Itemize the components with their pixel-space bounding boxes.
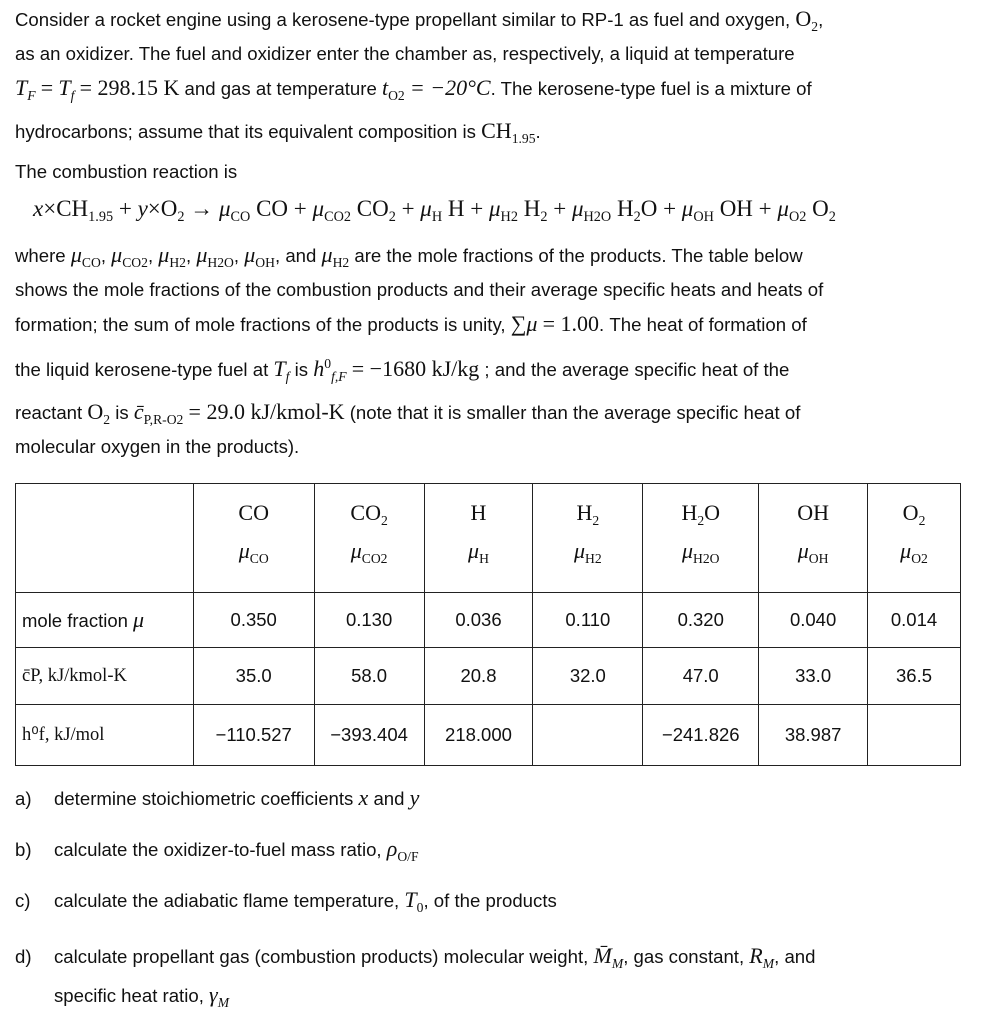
intro-line-3: hydrocarbons; assume that its equivalent composition is [15,121,476,142]
question-a-text: determine stoichiometric coefficients [54,788,354,809]
reaction-line-6: molecular oxygen in the products). [15,436,300,457]
table-cell [533,705,643,766]
products-table [15,483,961,766]
reaction-paragraph: where $\mu_{CO}$, $\mu_{CO2}$, $\mu_{H2}$, $\mu_{H2O}$, $\mu_{OH}$, and $\mu_{H2}$ are the mole fractions of the products. The table below shows the mole fractions of the combustion products and their average specific heats and heats of formation; the sum of mole fractions of the products is unity, ∑μ = 1.00. The heat of formation of the liquid kerosene-type fuel at $T_f$ is $h^0_{f,F} = -1680$ kJ/kg ; and the average specific heat of the reactant $O_2$ is $c̄_{P,R-O2} = 29.0$ kJ/kmol-K (note that it is smaller than the average specific heat of molecular oxygen in the products). [15,242,824,457]
table-row-mole-fraction [16,593,961,648]
question-c-label: c) [15,890,31,911]
oxygen-specific-heat: = 29.0 kJ/kmol-K [188,399,345,424]
where-post: are the mole fractions of the products. The table below [354,245,803,266]
intro-line-2b: The kerosene-type fuel is a mixture of [500,78,812,99]
reaction-line-2: shows the mole fractions of the combustion products and their average specific heats and heats of [15,279,824,300]
reaction-line-4-is: is [294,359,309,380]
mole-fraction-sum: = 1.00 [542,311,600,336]
table-header-cell: $H_2O$ $\mu_{H2O}$ [643,484,759,593]
where-pre: where [15,245,66,266]
reaction-line-5-is: is [115,402,129,423]
intro-and-gas: and gas at temperature [184,78,377,99]
table-header-cell: CO $\mu_{CO}$ [193,484,314,593]
reaction-line-4: the liquid kerosene-type fuel at [15,359,269,380]
table-header-cell: $O_2$ $\mu_{O2}$ [868,484,961,593]
reaction-line-3-post: . The heat of formation of [599,314,807,335]
reaction-line-5-post: (note that it is smaller than the average specific heat of [349,402,801,423]
table-cell: 0.014 [868,593,961,648]
question-d-label: d) [15,946,32,967]
question-a-label: a) [15,788,32,809]
combustion-equation: $x\times CH_{1.95} + y\times O_2 \to \mu_{CO}$ CO + $\mu_{CO2}$ $CO_2 + \mu_H$ $H + \mu_{H2}$ $H_2 + \mu_{H2O}$ $H_2O + \mu_{OH}$ OH + $\mu_{O2}$ $O_2$ [33,196,836,225]
table-header-cell: H $\mu_H$ [424,484,533,593]
table-cell: 0.130 [314,593,424,648]
question-b-text: calculate the oxidizer-to-fuel mass ratio, [54,839,382,860]
question-d-text: calculate propellant gas (combustion products) molecular weight, [54,946,589,967]
table-row-specific-heat [16,648,961,705]
table-cell: 38.987 [759,705,868,766]
table-cell: 0.036 [424,593,533,648]
intro-line-1: Consider a rocket engine using a kerosene-type propellant similar to RP-1 as fuel and oxygen, [15,9,791,30]
question-c-text: calculate the adiabatic flame temperature, [54,890,400,911]
fuel-temperature: = 298.15 K [79,75,180,100]
table-cell: 35.0 [193,648,314,705]
table-cell: 218.000 [424,705,533,766]
question-a: a) determine stoichiometric coefficients x and y [15,781,975,816]
table-cell: 0.040 [759,593,868,648]
table-cell: −241.826 [643,705,759,766]
ch-subscript: 1.95 [511,130,536,146]
table-header-cell: OH $\mu_{OH}$ [759,484,868,593]
table-cell: 0.320 [643,593,759,648]
table-corner-cell [16,484,194,593]
row-label: c̄P, kJ/kmol-K [16,648,194,705]
table-header-cell: $CO_2$ $\mu_{CO2}$ [314,484,424,593]
reaction-line-4-post: ; and the average specific heat of the [484,359,790,380]
intro-line-2: as an oxidizer. The fuel and oxidizer enter the chamber as, respectively, a liquid at temperature [15,43,795,64]
question-b-label: b) [15,839,32,860]
table-cell: 33.0 [759,648,868,705]
row-label: mole fraction μ [16,593,194,648]
table-cell: −110.527 [193,705,314,766]
reaction-heading: The combustion reaction is [15,161,238,182]
reaction-line-5: reactant [15,402,83,423]
question-d-and: , and [774,946,816,967]
table-cell: 47.0 [643,648,759,705]
table-cell: 58.0 [314,648,424,705]
table-cell: 0.110 [533,593,643,648]
where-and: and [285,245,317,266]
table-row-heat-of-formation [16,705,961,766]
question-d-line-2-text: specific heat ratio, [54,985,204,1006]
question-d-line-2: specific heat ratio, $\gamma_M$ [54,982,230,1010]
table-cell: 20.8 [424,648,533,705]
table-header-cell: $H_2$ $\mu_{H2}$ [533,484,643,593]
oxidizer-temperature: = −20°C [409,75,491,100]
table-cell: 36.5 [868,648,961,705]
fuel-heat-of-formation: = −1680 kJ/kg [351,356,480,381]
question-c-post: , of the products [423,890,557,911]
question-a-and: and [373,788,405,809]
table-cell [868,705,961,766]
table-cell: 0.350 [193,593,314,648]
table-cell: −393.404 [314,705,424,766]
row-label-text: mole fraction [22,610,128,631]
reaction-line-3: formation; the sum of mole fractions of the products is unity, [15,314,506,335]
table-header-row [16,484,961,593]
row-label: h⁰f, kJ/mol [16,705,194,766]
question-c: c) calculate the adiabatic flame temperature, $T_0$, of the products [15,883,975,918]
table-cell: 32.0 [533,648,643,705]
question-d: d) calculate propellant gas (combustion products) molecular weight, $M̄_M$, gas constant, $R_M$, and [15,939,975,974]
question-b: b) calculate the oxidizer-to-fuel mass ratio, $\rho_{O/F}$ [15,832,975,867]
intro-paragraph: Consider a rocket engine using a kerosene-type propellant similar to RP-1 as fuel and oxygen, $O_2$, as an oxidizer. The fuel and oxidizer enter the chamber as, respectively, a liquid at temperature $T_F = T_f = 298.15$ K and gas at temperature $t_{O2} = -20^\circ C$. The kerosene-type fuel is a mixture of hydrocarbons; assume that its equivalent composition is $CH_{1.95}$. [15,6,824,146]
question-d-gas: , gas constant, [623,946,745,967]
